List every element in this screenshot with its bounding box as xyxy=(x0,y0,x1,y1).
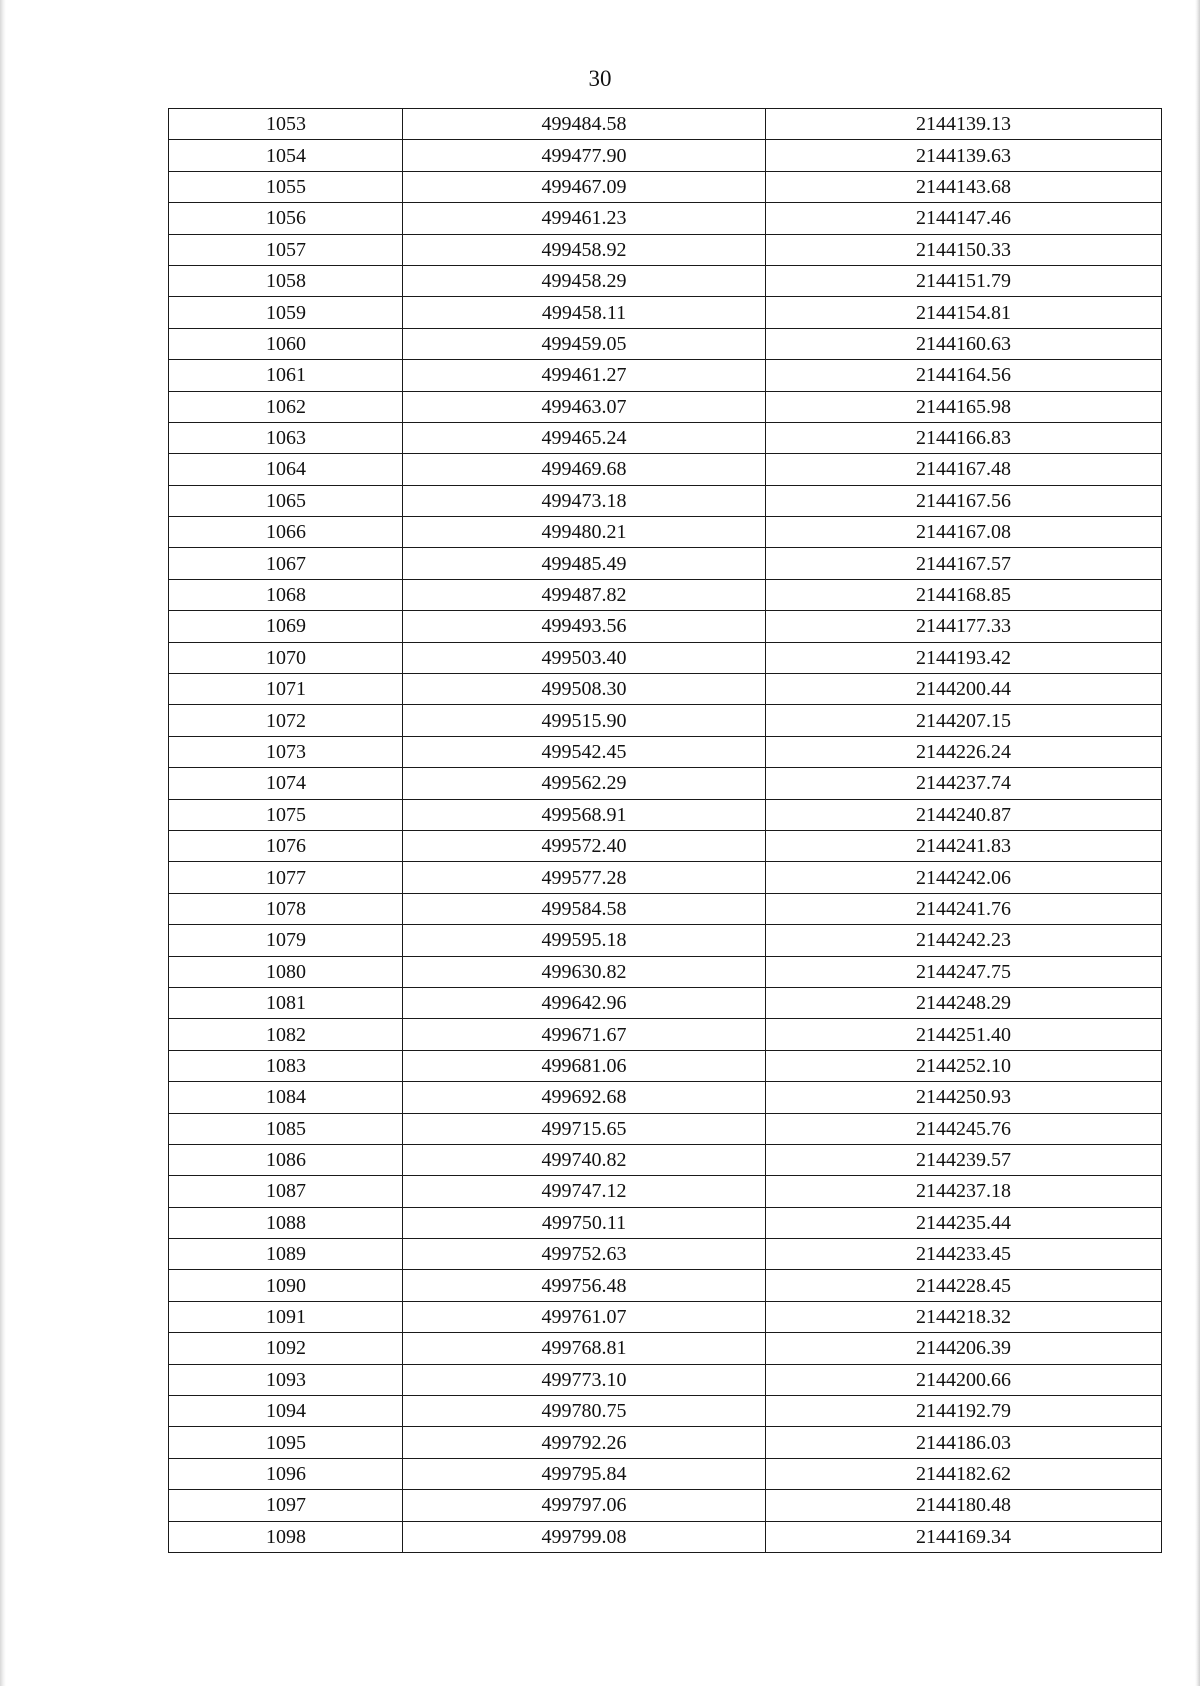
y-coordinate-cell: 2144167.48 xyxy=(766,454,1162,485)
x-coordinate-cell: 499469.68 xyxy=(403,454,766,485)
point-id-cell: 1053 xyxy=(169,109,403,140)
page-number: 30 xyxy=(588,66,612,91)
x-coordinate-cell: 499756.48 xyxy=(403,1270,766,1301)
point-id-cell: 1096 xyxy=(169,1458,403,1489)
y-coordinate-cell: 2144233.45 xyxy=(766,1239,1162,1270)
x-coordinate-cell: 499584.58 xyxy=(403,893,766,924)
y-coordinate-cell: 2144252.10 xyxy=(766,1050,1162,1081)
y-coordinate-cell: 2144250.93 xyxy=(766,1082,1162,1113)
table-row xyxy=(169,360,1162,391)
point-id-cell: 1093 xyxy=(169,1364,403,1395)
y-coordinate-cell: 2144182.62 xyxy=(766,1458,1162,1489)
table-row xyxy=(169,925,1162,956)
scan-edge-right xyxy=(1195,0,1200,1686)
table-row xyxy=(169,1207,1162,1238)
y-coordinate-cell: 2144228.45 xyxy=(766,1270,1162,1301)
point-id-cell: 1098 xyxy=(169,1521,403,1552)
y-coordinate-cell: 2144200.66 xyxy=(766,1364,1162,1395)
y-coordinate-cell: 2144166.83 xyxy=(766,422,1162,453)
table-row xyxy=(169,768,1162,799)
x-coordinate-cell: 499473.18 xyxy=(403,485,766,516)
table-row xyxy=(169,1176,1162,1207)
point-id-cell: 1082 xyxy=(169,1019,403,1050)
point-id-cell: 1086 xyxy=(169,1144,403,1175)
table-row xyxy=(169,265,1162,296)
y-coordinate-cell: 2144241.83 xyxy=(766,830,1162,861)
x-coordinate-cell: 499568.91 xyxy=(403,799,766,830)
y-coordinate-cell: 2144164.56 xyxy=(766,360,1162,391)
point-id-cell: 1090 xyxy=(169,1270,403,1301)
x-coordinate-cell: 499768.81 xyxy=(403,1333,766,1364)
table-row xyxy=(169,328,1162,359)
point-id-cell: 1068 xyxy=(169,579,403,610)
y-coordinate-cell: 2144180.48 xyxy=(766,1490,1162,1521)
table-row xyxy=(169,1458,1162,1489)
y-coordinate-cell: 2144206.39 xyxy=(766,1333,1162,1364)
y-coordinate-cell: 2144143.68 xyxy=(766,171,1162,202)
point-id-cell: 1054 xyxy=(169,140,403,171)
y-coordinate-cell: 2144241.76 xyxy=(766,893,1162,924)
table-row xyxy=(169,799,1162,830)
y-coordinate-cell: 2144169.34 xyxy=(766,1521,1162,1552)
point-id-cell: 1095 xyxy=(169,1427,403,1458)
table-row xyxy=(169,1050,1162,1081)
point-id-cell: 1083 xyxy=(169,1050,403,1081)
point-id-cell: 1078 xyxy=(169,893,403,924)
point-id-cell: 1055 xyxy=(169,171,403,202)
point-id-cell: 1076 xyxy=(169,830,403,861)
point-id-cell: 1081 xyxy=(169,987,403,1018)
x-coordinate-cell: 499740.82 xyxy=(403,1144,766,1175)
x-coordinate-cell: 499681.06 xyxy=(403,1050,766,1081)
x-coordinate-cell: 499572.40 xyxy=(403,830,766,861)
point-id-cell: 1059 xyxy=(169,297,403,328)
point-id-cell: 1092 xyxy=(169,1333,403,1364)
y-coordinate-cell: 2144242.23 xyxy=(766,925,1162,956)
x-coordinate-cell: 499752.63 xyxy=(403,1239,766,1270)
table-row xyxy=(169,517,1162,548)
point-id-cell: 1070 xyxy=(169,642,403,673)
y-coordinate-cell: 2144226.24 xyxy=(766,736,1162,767)
table-row xyxy=(169,1239,1162,1270)
x-coordinate-cell: 499458.29 xyxy=(403,265,766,296)
table-row xyxy=(169,956,1162,987)
table-row xyxy=(169,1144,1162,1175)
x-coordinate-cell: 499508.30 xyxy=(403,674,766,705)
table-row xyxy=(169,1113,1162,1144)
y-coordinate-cell: 2144239.57 xyxy=(766,1144,1162,1175)
y-coordinate-cell: 2144251.40 xyxy=(766,1019,1162,1050)
y-coordinate-cell: 2144160.63 xyxy=(766,328,1162,359)
x-coordinate-cell: 499458.92 xyxy=(403,234,766,265)
y-coordinate-cell: 2144154.81 xyxy=(766,297,1162,328)
x-coordinate-cell: 499630.82 xyxy=(403,956,766,987)
y-coordinate-cell: 2144167.56 xyxy=(766,485,1162,516)
point-id-cell: 1062 xyxy=(169,391,403,422)
coordinate-table xyxy=(168,108,1162,1553)
point-id-cell: 1067 xyxy=(169,548,403,579)
point-id-cell: 1089 xyxy=(169,1239,403,1270)
y-coordinate-cell: 2144151.79 xyxy=(766,265,1162,296)
table-row xyxy=(169,611,1162,642)
y-coordinate-cell: 2144248.29 xyxy=(766,987,1162,1018)
x-coordinate-cell: 499642.96 xyxy=(403,987,766,1018)
point-id-cell: 1094 xyxy=(169,1396,403,1427)
table-row xyxy=(169,454,1162,485)
table-row xyxy=(169,422,1162,453)
y-coordinate-cell: 2144237.18 xyxy=(766,1176,1162,1207)
y-coordinate-cell: 2144186.03 xyxy=(766,1427,1162,1458)
table-row xyxy=(169,548,1162,579)
scan-edge-left xyxy=(0,0,6,1686)
y-coordinate-cell: 2144247.75 xyxy=(766,956,1162,987)
y-coordinate-cell: 2144167.57 xyxy=(766,548,1162,579)
x-coordinate-cell: 499458.11 xyxy=(403,297,766,328)
y-coordinate-cell: 2144242.06 xyxy=(766,862,1162,893)
x-coordinate-cell: 499503.40 xyxy=(403,642,766,673)
x-coordinate-cell: 499773.10 xyxy=(403,1364,766,1395)
point-id-cell: 1058 xyxy=(169,265,403,296)
table-row xyxy=(169,893,1162,924)
y-coordinate-cell: 2144237.74 xyxy=(766,768,1162,799)
y-coordinate-cell: 2144139.63 xyxy=(766,140,1162,171)
x-coordinate-cell: 499797.06 xyxy=(403,1490,766,1521)
point-id-cell: 1061 xyxy=(169,360,403,391)
point-id-cell: 1071 xyxy=(169,674,403,705)
table-row xyxy=(169,736,1162,767)
y-coordinate-cell: 2144139.13 xyxy=(766,109,1162,140)
point-id-cell: 1075 xyxy=(169,799,403,830)
point-id-cell: 1087 xyxy=(169,1176,403,1207)
x-coordinate-cell: 499493.56 xyxy=(403,611,766,642)
table-row xyxy=(169,579,1162,610)
table-row xyxy=(169,1301,1162,1332)
point-id-cell: 1091 xyxy=(169,1301,403,1332)
table-row xyxy=(169,1082,1162,1113)
point-id-cell: 1097 xyxy=(169,1490,403,1521)
table-row xyxy=(169,1333,1162,1364)
table-row xyxy=(169,830,1162,861)
y-coordinate-cell: 2144192.79 xyxy=(766,1396,1162,1427)
x-coordinate-cell: 499747.12 xyxy=(403,1176,766,1207)
table-row xyxy=(169,203,1162,234)
y-coordinate-cell: 2144168.85 xyxy=(766,579,1162,610)
y-coordinate-cell: 2144147.46 xyxy=(766,203,1162,234)
x-coordinate-cell: 499692.68 xyxy=(403,1082,766,1113)
x-coordinate-cell: 499467.09 xyxy=(403,171,766,202)
x-coordinate-cell: 499477.90 xyxy=(403,140,766,171)
point-id-cell: 1080 xyxy=(169,956,403,987)
x-coordinate-cell: 499715.65 xyxy=(403,1113,766,1144)
point-id-cell: 1077 xyxy=(169,862,403,893)
table-row xyxy=(169,391,1162,422)
point-id-cell: 1088 xyxy=(169,1207,403,1238)
y-coordinate-cell: 2144193.42 xyxy=(766,642,1162,673)
point-id-cell: 1065 xyxy=(169,485,403,516)
table-row xyxy=(169,862,1162,893)
point-id-cell: 1079 xyxy=(169,925,403,956)
x-coordinate-cell: 499542.45 xyxy=(403,736,766,767)
y-coordinate-cell: 2144207.15 xyxy=(766,705,1162,736)
x-coordinate-cell: 499515.90 xyxy=(403,705,766,736)
point-id-cell: 1057 xyxy=(169,234,403,265)
x-coordinate-cell: 499461.27 xyxy=(403,360,766,391)
y-coordinate-cell: 2144177.33 xyxy=(766,611,1162,642)
y-coordinate-cell: 2144245.76 xyxy=(766,1113,1162,1144)
y-coordinate-cell: 2144240.87 xyxy=(766,799,1162,830)
y-coordinate-cell: 2144200.44 xyxy=(766,674,1162,705)
point-id-cell: 1085 xyxy=(169,1113,403,1144)
table-row xyxy=(169,109,1162,140)
table-row xyxy=(169,705,1162,736)
x-coordinate-cell: 499465.24 xyxy=(403,422,766,453)
x-coordinate-cell: 499577.28 xyxy=(403,862,766,893)
x-coordinate-cell: 499487.82 xyxy=(403,579,766,610)
point-id-cell: 1056 xyxy=(169,203,403,234)
y-coordinate-cell: 2144150.33 xyxy=(766,234,1162,265)
point-id-cell: 1066 xyxy=(169,517,403,548)
table-row xyxy=(169,1490,1162,1521)
table-body xyxy=(169,109,1162,1553)
point-id-cell: 1073 xyxy=(169,736,403,767)
x-coordinate-cell: 499780.75 xyxy=(403,1396,766,1427)
x-coordinate-cell: 499463.07 xyxy=(403,391,766,422)
point-id-cell: 1074 xyxy=(169,768,403,799)
y-coordinate-cell: 2144218.32 xyxy=(766,1301,1162,1332)
x-coordinate-cell: 499671.67 xyxy=(403,1019,766,1050)
table-row xyxy=(169,1427,1162,1458)
x-coordinate-cell: 499799.08 xyxy=(403,1521,766,1552)
x-coordinate-cell: 499595.18 xyxy=(403,925,766,956)
x-coordinate-cell: 499750.11 xyxy=(403,1207,766,1238)
x-coordinate-cell: 499485.49 xyxy=(403,548,766,579)
table-row xyxy=(169,234,1162,265)
x-coordinate-cell: 499459.05 xyxy=(403,328,766,359)
point-id-cell: 1063 xyxy=(169,422,403,453)
x-coordinate-cell: 499795.84 xyxy=(403,1458,766,1489)
table-row xyxy=(169,642,1162,673)
x-coordinate-cell: 499461.23 xyxy=(403,203,766,234)
table-row xyxy=(169,1396,1162,1427)
table-row xyxy=(169,171,1162,202)
table-row xyxy=(169,1270,1162,1301)
table-row xyxy=(169,674,1162,705)
table-row xyxy=(169,1364,1162,1395)
point-id-cell: 1060 xyxy=(169,328,403,359)
table-row xyxy=(169,485,1162,516)
x-coordinate-cell: 499480.21 xyxy=(403,517,766,548)
x-coordinate-cell: 499761.07 xyxy=(403,1301,766,1332)
point-id-cell: 1084 xyxy=(169,1082,403,1113)
table-row xyxy=(169,297,1162,328)
x-coordinate-cell: 499484.58 xyxy=(403,109,766,140)
x-coordinate-cell: 499792.26 xyxy=(403,1427,766,1458)
table-row xyxy=(169,1019,1162,1050)
point-id-cell: 1064 xyxy=(169,454,403,485)
y-coordinate-cell: 2144165.98 xyxy=(766,391,1162,422)
y-coordinate-cell: 2144167.08 xyxy=(766,517,1162,548)
point-id-cell: 1072 xyxy=(169,705,403,736)
table-row xyxy=(169,987,1162,1018)
x-coordinate-cell: 499562.29 xyxy=(403,768,766,799)
y-coordinate-cell: 2144235.44 xyxy=(766,1207,1162,1238)
table-row xyxy=(169,1521,1162,1552)
point-id-cell: 1069 xyxy=(169,611,403,642)
table-row xyxy=(169,140,1162,171)
